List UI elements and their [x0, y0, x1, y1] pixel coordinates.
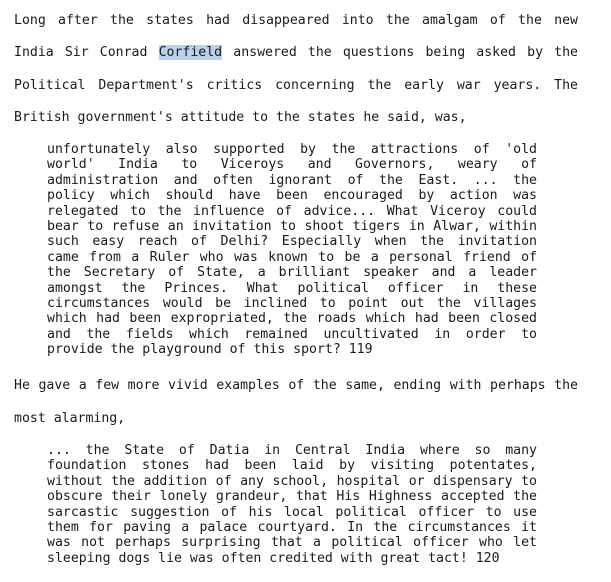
- quote-1-line: provide the playground of this sport? 119: [47, 342, 373, 358]
- quote-2-line: sarcastic suggestion of his local political officer to use: [47, 504, 537, 520]
- paragraph-2-line-2: most alarming,: [14, 411, 126, 426]
- quote-1-line: policy which should have been encouraged by action was: [47, 188, 537, 204]
- quote-1-line: circumstances would be inclined to point out the villages: [47, 295, 537, 311]
- quote-2-line: sleeping dogs lie was often credited with great tact! 120: [47, 550, 500, 566]
- line-2-before: India Sir Conrad: [14, 45, 159, 60]
- line-2-after: answered the questions being asked by the: [222, 45, 578, 60]
- highlighted-word[interactable]: Corfield: [158, 45, 223, 60]
- block-quote-2: [47, 443, 537, 566]
- quote-1-line: came from a Ruler who was known to be a personal friend of: [47, 249, 537, 265]
- paragraph-1-line-1: Long after the states had disappeared into the amalgam of the new: [14, 13, 578, 28]
- quote-1-line: amongst the Princes. What political officer in these: [47, 280, 537, 296]
- quote-2-line: obscure their lonely grandeur, that His Highness accepted the: [47, 489, 537, 505]
- quote-1-line: the Secretary of State, a brilliant speaker and a leader: [47, 265, 537, 281]
- quote-2-line: ... the State of Datia in Central India where so many: [47, 443, 537, 458]
- quote-1-line: administration and often ignorant of the East. ... the: [47, 172, 537, 188]
- quote-1-line: such easy reach of Delhi? Especially when the invitation: [47, 234, 537, 250]
- paragraph-1-line-2: [14, 45, 578, 61]
- paragraph-2-line-1: He gave a few more vivid examples of the same, ending with perhaps the: [14, 378, 578, 393]
- quote-1-line: which had been expropriated, the roads which had been closed: [47, 311, 537, 327]
- quote-2-line: without the addition of any school, hospital or dispensary to: [47, 473, 537, 489]
- quote-1-line: unfortunately also supported by the attractions of 'old: [47, 142, 537, 157]
- paragraph-1-line-3: Political Department's critics concerning the early war years. The: [14, 78, 578, 93]
- quote-1-line: relegated to the influence of advice... What Viceroy could: [47, 203, 537, 219]
- quote-1-line: and the fields which remained uncultivated in order to: [47, 326, 537, 342]
- quote-1-line: bear to refuse an invitation to shoot tigers in Alwar, within: [47, 218, 537, 234]
- paragraph-1-line-4: British government's attitude to the states he said, was,: [14, 110, 467, 125]
- quote-1-line: world' India to Viceroys and Governors, weary of: [47, 157, 537, 173]
- quote-2-line: foundation stones had been laid by visiting potentates,: [47, 458, 537, 474]
- quote-2-line: them for paving a palace courtyard. In the circumstances it: [47, 519, 537, 535]
- quote-2-line: was not perhaps surprising that a political officer who let: [47, 535, 537, 551]
- block-quote-1: [47, 142, 537, 357]
